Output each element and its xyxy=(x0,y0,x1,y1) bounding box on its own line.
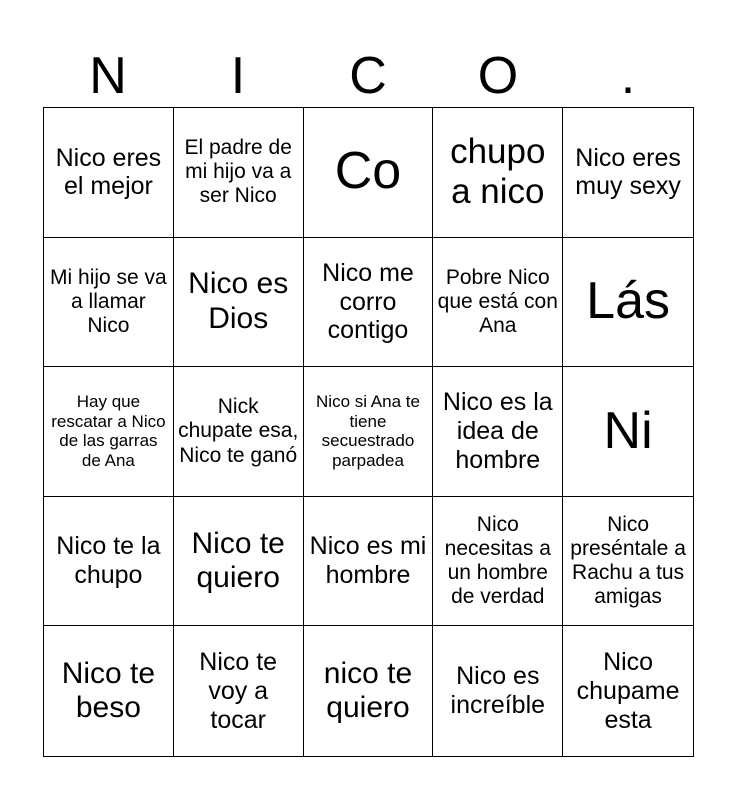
bingo-cell[interactable]: Co xyxy=(304,108,434,238)
bingo-cell[interactable]: Nico eres muy sexy xyxy=(563,108,693,238)
bingo-header xyxy=(43,45,693,107)
bingo-cell[interactable]: chupo a nico xyxy=(433,108,563,238)
header-letter-5: . xyxy=(620,47,636,105)
bingo-card-grid xyxy=(43,107,694,757)
bingo-cell[interactable]: Nico chupame esta xyxy=(576,648,680,734)
bingo-cell[interactable]: Nico te quiero xyxy=(174,497,304,627)
header-letter-1: N xyxy=(89,47,127,105)
bingo-cell[interactable]: El padre de mi hijo va a ser Nico xyxy=(174,108,304,238)
bingo-cell[interactable]: Lás xyxy=(563,238,693,368)
bingo-cell[interactable]: Hay que rescatar a Nico de las garras de Ana xyxy=(44,367,174,497)
bingo-cell[interactable]: Nico necesitas a un hombre de verdad xyxy=(433,497,563,627)
header-letter-4: O xyxy=(477,47,519,105)
bingo-cell[interactable]: Nico eres el mejor xyxy=(44,108,174,238)
bingo-cell[interactable]: Nico te voy a tocar xyxy=(174,626,304,756)
bingo-cell[interactable]: Pobre Nico que está con Ana xyxy=(433,238,563,368)
bingo-cell[interactable]: Ni xyxy=(563,367,693,497)
bingo-cell[interactable]: Nico es Dios xyxy=(174,238,304,368)
header-letter-3: C xyxy=(349,47,387,105)
bingo-cell[interactable]: Nico si Ana te tiene secuestrado parpadea xyxy=(304,367,434,497)
bingo-cell[interactable]: Nico es la idea de hombre xyxy=(433,367,563,497)
bingo-cell[interactable]: Nico preséntale a Rachu a tus amigas xyxy=(563,497,693,627)
bingo-cell[interactable]: Nico te la chupo xyxy=(44,497,174,627)
bingo-cell[interactable]: Nico es mi hombre xyxy=(304,497,434,627)
bingo-cell[interactable]: nico te quiero xyxy=(304,626,434,756)
bingo-cell[interactable]: Nico es increíble xyxy=(433,626,563,756)
bingo-cell[interactable]: Nick chupate esa, Nico te ganó xyxy=(174,367,304,497)
bingo-cell[interactable]: Mi hijo se va a llamar Nico xyxy=(44,238,174,368)
bingo-cell[interactable]: Nico me corro contigo xyxy=(304,238,434,368)
header-letter-2: I xyxy=(230,47,246,105)
bingo-cell[interactable]: Nico te beso xyxy=(44,626,174,756)
